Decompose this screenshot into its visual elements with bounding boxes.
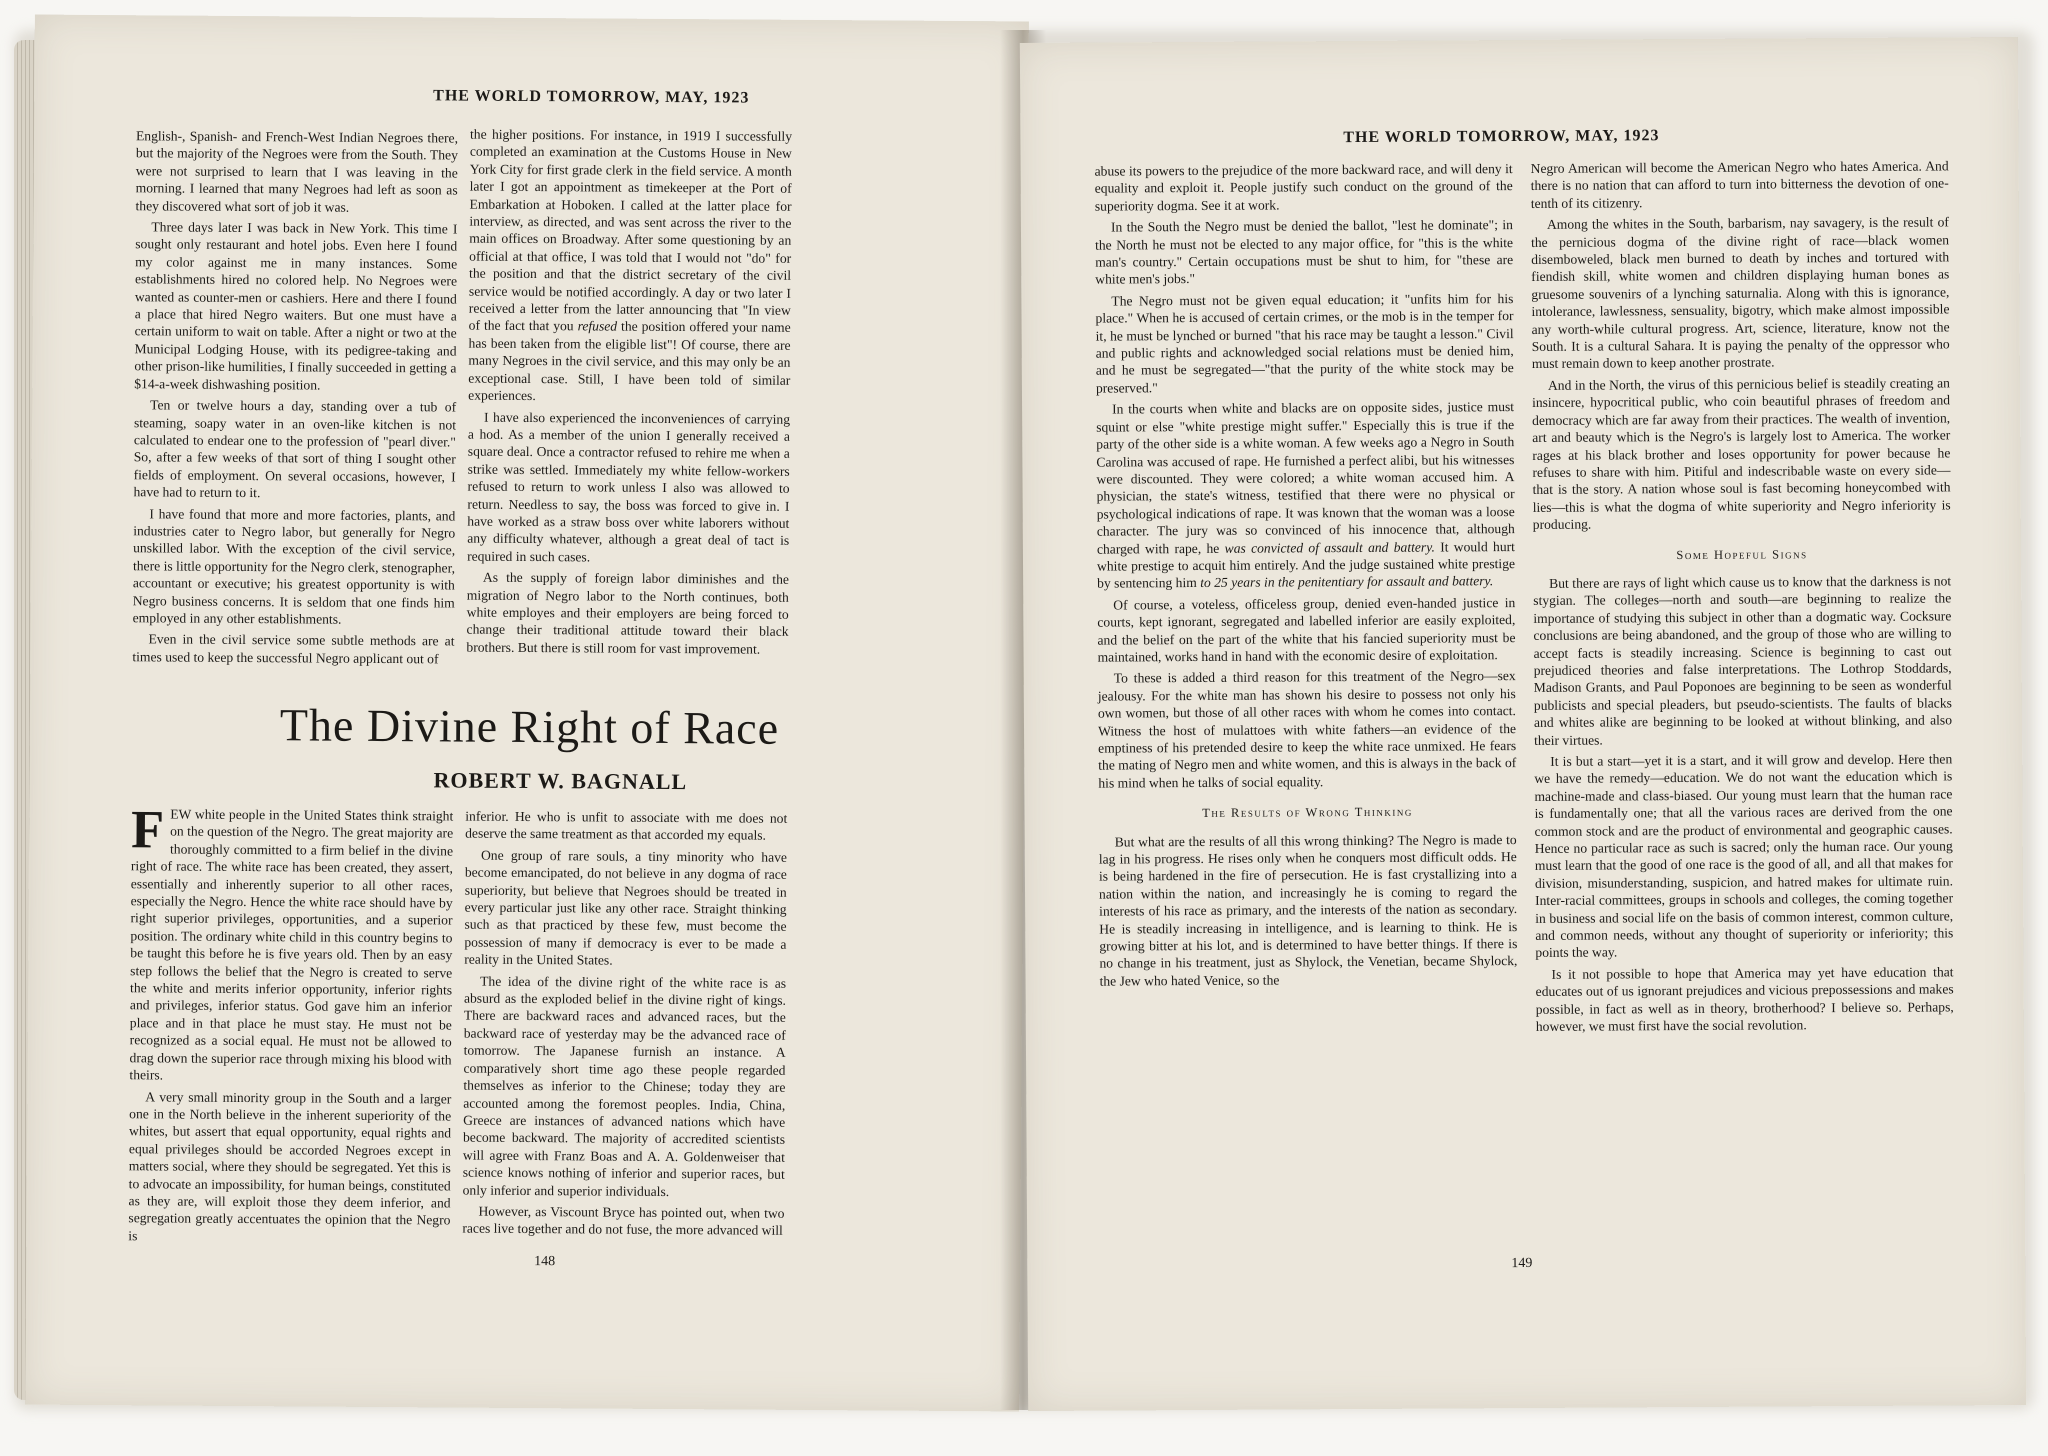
running-head-left: THE WORLD TOMORROW, MAY, 1923 (433, 87, 750, 107)
right-page (1020, 37, 2026, 1411)
paragraph: I have found that more and more factories, plants, and industries cater to Negro labor, but generally for Negro unskilled labor. With the exception of the civil service, there is little opportunity for the Negro clerk, stenographer, accountant or executive; his greatest opportunity is with Negro business concerns. It is seldom that one finds him employed in any other establishments. (132, 505, 456, 627)
article-col-2 (462, 808, 787, 1240)
right-col-1 (1095, 160, 1518, 990)
paragraph: abuse its powers to the prejudice of the more backward race, and will deny it equality and exploit it. People justify such conduct on the ground of the superiority dogma. See it at work. (1094, 161, 1513, 214)
emphasis: to 25 years in the penitentiary for assault and battery. (1200, 573, 1494, 591)
left-page (25, 15, 1029, 1412)
paragraph: Ten or twelve hours a day, standing over a tub of steaming, soapy water in an oven-like kitchen is not calculated to endear one to the profession of "pearl diver." So, after a few weeks of that sort of thing I sought other fields of employment. On several occasions, however, I have had to return to it. (133, 397, 457, 501)
running-head-right: THE WORLD TOMORROW, MAY, 1923 (1343, 127, 1660, 147)
paragraph: But what are the results of all this wrong thinking? The Negro is made to lag in his progress. He rises only when he conquers most difficult odds. He is being hardened in the fire of persecution. He is fast crystallizing into a nation within the nation, and increasingly he is coming to regard the interests of his race as primary, and the interests of the nation as secondary. He is steadily increasing in intelligence, and is learning to think. He is growing bitter at his lot, and is determined to have better things. If there is no change in his treatment, just as Shylock, the Venetian, became Shylock, the Jew who hated Venice, so the (1098, 831, 1518, 989)
paragraph (468, 126, 792, 407)
paragraph: Of course, a voteless, officeless group, denied even-handed justice in courts, kept ignorant, segregated and labelled inferior are easily exploited, and the belief on the part of the white that his fancied superiority must be maintained, works hand in hand with the economic desire of exploitation. (1097, 594, 1516, 665)
article-title: The Divine Right of Race (279, 699, 780, 754)
left-col-1 (132, 127, 458, 667)
right-col-2 (1531, 157, 1954, 1035)
paragraph: And in the North, the virus of this pernicious belief is steadily creating an insincere, hypocritical public, who coin beautiful phrases of freedom and democracy which are far away from their practices. The wealth of invention, art and beauty which is the Negro's is largely lost to America. The worker rages at his black brother and loses opportunity for power because he refuses to share with him. Pitiful and indescribable waste on every side—that is the story. A nation whose soul is fast becoming honeycombed with lies—this is what the dogma of white superiority and Negro inferiority is producing. (1531, 375, 1951, 533)
page-number-right: 149 (1511, 1255, 1533, 1272)
paragraph: English-, Spanish- and French-West Indian Negroes there, but the majority of the Negroes were from the South. They were not surprised to learn that I was leaving in the morning. I learned that many Negroes had left as soon as they discovered what sort of job it was. (135, 128, 459, 215)
text-run: the position offered your name has been taken from the eligible list"! Of course, there are many Negroes in the civil service, and this may only be an exceptional case. Still, I have been told of similar experiences. (468, 319, 791, 404)
paragraph (1096, 398, 1515, 592)
article-byline: ROBERT W. BAGNALL (433, 767, 688, 795)
paragraph: Among the whites in the South, barbarism, nay savagery, is the result of the pernicious dogma of the divine right of race—black women disemboweled, black men burned to death by inches and tortured with fiendish skill, white women and children displaying human bones as gruesome souvenirs of a lynching saturnalia. Along with this is ignorance, intolerance, lawlessness, sensuality, bigotry, which make almost impossible any worth-while cultural progress. Art, science, literature, know not the South. It is a cultural Sahara. It is paying the penalty of the oppressor who must remain down to keep another prostrate. (1531, 214, 1950, 372)
page-number-left: 148 (534, 1254, 556, 1270)
text-run: EW white people in the United States think straight on the question of the Negro. The great majority are thoroughly committed to a firm belief in the divine right of race. The white race has been created, they assert, essentially and inherently superior to all other races, especially the Negro. Hence the white race should have by right superior privileges, opportunities, and a superior position. The ordinary white child in this country begins to be taught this before he is five years old. Then by an easy step follows the belief that the Negro is created to serve the white and merits inferior opportunity, inferior rights and privileges, inferior status. God gave him an inferior place and in that place he must stay. He must not be recognized as a social equal. He must not be allowed to drag down the superior race through mixing his blood with theirs. (129, 806, 454, 1083)
emphasis: refused (577, 318, 618, 335)
paragraph: inferior. He who is unfit to associate with me does not deserve the same treatment as that accorded my equals. (465, 808, 788, 844)
paragraph: Negro American will become the American Negro who hates America. And there is no nation that can afford to turn into bitterness the devotion of one-tenth of its citizenry. (1530, 158, 1949, 211)
text-run: the higher positions. For instance, in 1919 I successfully completed an examination at the Customs House in New York City for first grade clerk in the field service. A month later I got an appointment as timekeeper at the Port of Embarkation at Hoboken. I called at the latter place for interview, as directed, and was sent across the river to the main offices on Broadway. After some questioning by an official at that office, I was told that I would not "do" for the position and that the district secretary of the civil service would be notified accordingly. A day or two later I received a letter from the latter announcing that "In view of the fact that you (468, 126, 793, 334)
paragraph: Is it not possible to hope that America may yet have education that educates out of us ignorant prejudices and vicious prepossessions and makes possible, in fact as well as in theory, brotherhood? I believe so. Perhaps, however, we must first have the social revolution. (1535, 964, 1954, 1035)
paragraph: However, as Viscount Bryce has pointed out, when two races live together and do not fuse, the more advanced will (462, 1203, 785, 1239)
paragraph: I have also experienced the inconveniences of carrying a hod. As a member of the union I generally received a square deal. Once a contractor refused to rehire me when a strike was settled. Immediately my white fellow-workers refused to return to work unless I also was allowed to return. Needless to say, the boss was forced to give in. I have worked as a straw boss over white laborers without any difficulty whatever, although a great deal of tact is required in such cases. (467, 409, 791, 565)
paragraph: The Negro must not be given equal education; it "unfits him for his place." When he is accused of certain crimes, or the mob is in the temper for it, he must be lynched or burned "that his race may be taught a lesson." Civil and public rights and acknowledged social relations must be denied him, and he must be segregated—"that the purity of the white stock may be preserved." (1095, 290, 1514, 396)
text-run: In the courts when white and blacks are on opposite sides, justice must squint or else "white prestige might suffer." Especially this is true if the party of the other side is a white woman. A few weeks ago a Negro in South Carolina was accused of rape. He furnished a perfect alibi, but his witnesses were discounted. They were colored; a white woman accused him. A physician, the state's witness, testified that there were no physical or psychological indications of rape. It was known that the woman was a loose character. The jury was so convinced of his innocence that, although charged with rape, he (1096, 399, 1515, 557)
paragraph: A very small minority group in the South and a larger one in the North believe in the inherent superiority of the whites, but assert that equal opportunity, equal rights and equal privileges should be accorded Negroes except in matters social, where they should be segregated. Yet this is to advocate an impossibility, for human beings, constituted as they are, will exploit those they deem inferior, and segregation greatly accentuates the opinion that the Negro is (128, 1088, 452, 1244)
paragraph: But there are rays of light which cause us to know that the darkness is not stygian. The colleges—north and south—are beginning to realize the importance of studying this subject in other than a dogmatic way. Cocksure conclusions are being abandoned, and the group of those who are willing to accept facts is steadily increasing. Science is beginning to cast out prejudiced theories and false interpretations. The Lothrop Stoddards, Madison Grants, and Paul Poponoes are beginning to be seen as wonderful publicists and special pleaders, but pseudo-scientists. The faults of blacks and whites alike are beginning to be looked at without blinking, and also their virtues. (1533, 573, 1953, 748)
paragraph: The idea of the divine right of the white race is as absurd as the exploded belief in the divine right of kings. There are backward races and advanced races, but the backward race of yesterday may be the advanced race of tomorrow. The Japanese furnish an instance. A comparatively short time ago these people regarded themselves as inferior to the Chinese; today they are accounted among the foremost peoples. India, China, Greece are instances of advanced nations which have become backward. The majority of accredited scientists will agree with Franz Boas and A. A. Goldenweiser that science knows nothing of inferior and superior races, but only inferior and superior individuals. (462, 973, 787, 1199)
paragraph: In the South the Negro must be denied the ballot, "lest he dominate"; in the North he must not be elected to any major office, for "this is the white man's country." Certain occupations must be shut to him, for "these are white men's jobs." (1095, 217, 1514, 288)
section-heading: The Results of Wrong Thinking (1202, 804, 1413, 821)
paragraph: As the supply of foreign labor diminishes and the migration of Negro labor to the North continues, both white employes and their employers are being forced to change their traditional attitude toward their black brothers. But there is still room for vast improvement. (466, 569, 789, 657)
left-col-2 (466, 126, 792, 658)
paragraph: To these is added a third reason for this treatment of the Negro—sex jealousy. For the white man has shown his desire to possess not only his own women, but those of all other races with whom he comes into contact. Witness the host of mulattoes with white fathers—an evidence of the emptiness of his pretended desire to keep the white race unmixed. He fears the mating of Negro men and white women, and this is always in the back of his mind when he talks of social equality. (1097, 668, 1517, 791)
paragraph (129, 799, 454, 1086)
paragraph: Three days later I was back in New York. This time I sought only restaurant and hotel jobs. Even here I found my color against me in many instances. Some establishments hired no colored help. No Negroes were wanted as counter-men or cashiers. Here and there I found a place that hired Negro waiters. But one must have a certain uniform to wait on table. After a night or two at the Municipal Lodging House, with its pedigree-taking and other prison-like humilities, I finally succeeded in getting a $14-a-week dishwashing position. (134, 219, 458, 393)
text-run: It would hurt white prestige to acquit him entirely. And the judge sustained white prestige by sentencing him (1096, 538, 1516, 591)
paragraph: One group of rare souls, a tiny minority who have become emancipated, do not believe in any dogma of race superiority, but believe that Negroes should be treated in every particular just like any other race. Straight thinking such as that practiced by these few, must become the possession of many if democracy is ever to be made a reality in the United States. (464, 847, 788, 968)
paragraph: Even in the civil service some subtle methods are at times used to keep the successful Negro applicant out of (132, 631, 455, 667)
drop-cap: F (130, 799, 165, 860)
emphasis: was convicted of assault and battery. (1224, 539, 1435, 556)
section-heading: Some Hopeful Signs (1676, 546, 1808, 562)
article-col-1 (128, 799, 454, 1246)
paragraph: It is but a start—yet it is a start, and it will grow and develop. Here then we have the remedy—education. We do not want the education which is machine-made and class-biased. Our young must learn that the human race is fundamentally one; that all the various races are derived from the one common stock and are the product of environmental and geographic causes. Hence no particular race as such is sacred; only the human race. Our young must learn that the good of one race is the good of all, and all that makes for division, misunderstanding, suspicion, and hatred makes for ultimate ruin. Inter-racial committees, groups in schools and colleges, the coming together in business and social life on the basis of common interest, common culture, and common needs, without any thought of superiority or inferiority; this points the way. (1534, 751, 1954, 961)
